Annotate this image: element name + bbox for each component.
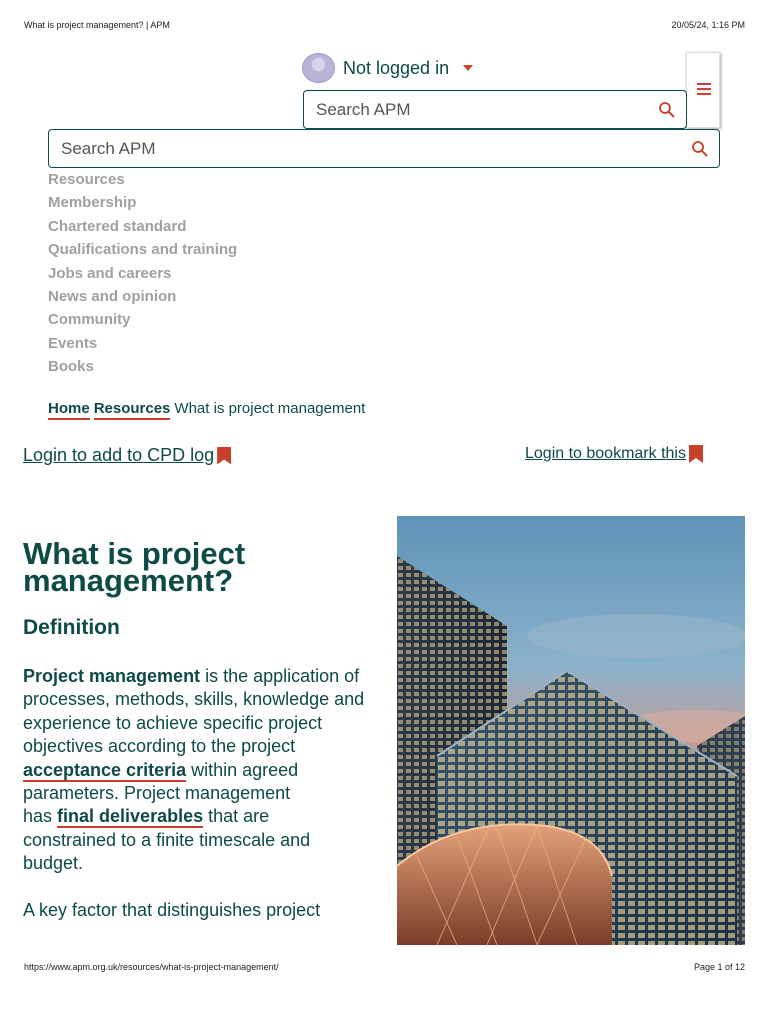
nav-item-jobs[interactable]: Jobs and careers bbox=[48, 264, 172, 282]
para-text: is the application of bbox=[200, 666, 360, 686]
hero-building-photo bbox=[397, 516, 745, 945]
para-text: experience to achieve specific project bbox=[23, 712, 323, 733]
page-title bbox=[23, 536, 246, 598]
para-text: that are bbox=[203, 806, 270, 827]
search-input[interactable]: Search APM bbox=[61, 138, 156, 158]
breadcrumb-current: What is project management bbox=[174, 400, 366, 417]
para-text: has bbox=[23, 806, 58, 827]
section-heading: Definition bbox=[23, 616, 120, 639]
bookmark-login-label: Login to bookmark this bbox=[525, 445, 686, 462]
nav-item-events[interactable]: Events bbox=[48, 334, 98, 352]
search-input[interactable]: Search APM bbox=[316, 99, 411, 119]
para-text: processes, methods, skills, knowledge and bbox=[23, 689, 365, 710]
bookmark-login-link[interactable] bbox=[525, 445, 703, 463]
print-footer-page: Page 1 of 12 bbox=[693, 962, 745, 972]
nav-item-resources[interactable]: Resources bbox=[48, 171, 125, 188]
breadcrumb-resources[interactable]: Resources bbox=[94, 400, 171, 420]
main-search-box[interactable] bbox=[48, 129, 720, 168]
page-title-line-2: management? bbox=[23, 563, 234, 598]
nav-item-community[interactable]: Community bbox=[48, 311, 131, 329]
breadcrumb bbox=[48, 400, 365, 420]
para-text: budget. bbox=[23, 853, 84, 874]
para-text: parameters. Project management bbox=[23, 783, 291, 804]
login-status-label: Not logged in bbox=[343, 57, 450, 78]
avatar bbox=[302, 53, 335, 83]
nav-item-membership[interactable]: Membership bbox=[48, 194, 137, 212]
para-text: constrained to a finite timescale and bbox=[23, 829, 311, 850]
search-icon[interactable] bbox=[691, 140, 709, 158]
bookmark-icon bbox=[217, 447, 231, 465]
cpd-login-link[interactable] bbox=[23, 445, 231, 466]
hamburger-menu-button[interactable] bbox=[686, 52, 720, 128]
term-bold: Project management bbox=[23, 666, 201, 686]
bookmark-icon bbox=[689, 445, 703, 463]
acceptance-criteria-link[interactable]: acceptance criteria bbox=[23, 759, 187, 780]
definition-paragraph bbox=[23, 665, 388, 876]
user-menu[interactable] bbox=[302, 52, 473, 84]
nav-item-news[interactable]: News and opinion bbox=[48, 287, 177, 305]
cpd-login-label: Login to add to CPD log bbox=[23, 445, 215, 465]
para-text: within agreed bbox=[186, 759, 299, 780]
print-page-title: What is project management? | APM bbox=[24, 20, 170, 30]
page-title-line-1: What is project bbox=[23, 536, 246, 571]
final-deliverables-link[interactable]: final deliverables bbox=[57, 806, 204, 827]
print-footer-url: https://www.apm.org.uk/resources/what-is-project-management/ bbox=[24, 962, 279, 972]
header-search-box[interactable] bbox=[303, 90, 687, 129]
print-datetime: 20/05/24, 1:16 PM bbox=[671, 20, 745, 30]
paragraph-2: A key factor that distinguishes project bbox=[23, 900, 321, 920]
breadcrumb-home[interactable]: Home bbox=[48, 400, 90, 420]
main-nav bbox=[48, 168, 237, 379]
nav-item-chartered-standard[interactable]: Chartered standard bbox=[48, 217, 187, 235]
para-text: objectives according to the project bbox=[23, 736, 296, 757]
nav-item-qualifications[interactable]: Qualifications and training bbox=[48, 241, 238, 259]
nav-item-books[interactable]: Books bbox=[48, 358, 94, 376]
search-icon[interactable] bbox=[658, 101, 676, 119]
caret-down-icon bbox=[463, 65, 473, 71]
